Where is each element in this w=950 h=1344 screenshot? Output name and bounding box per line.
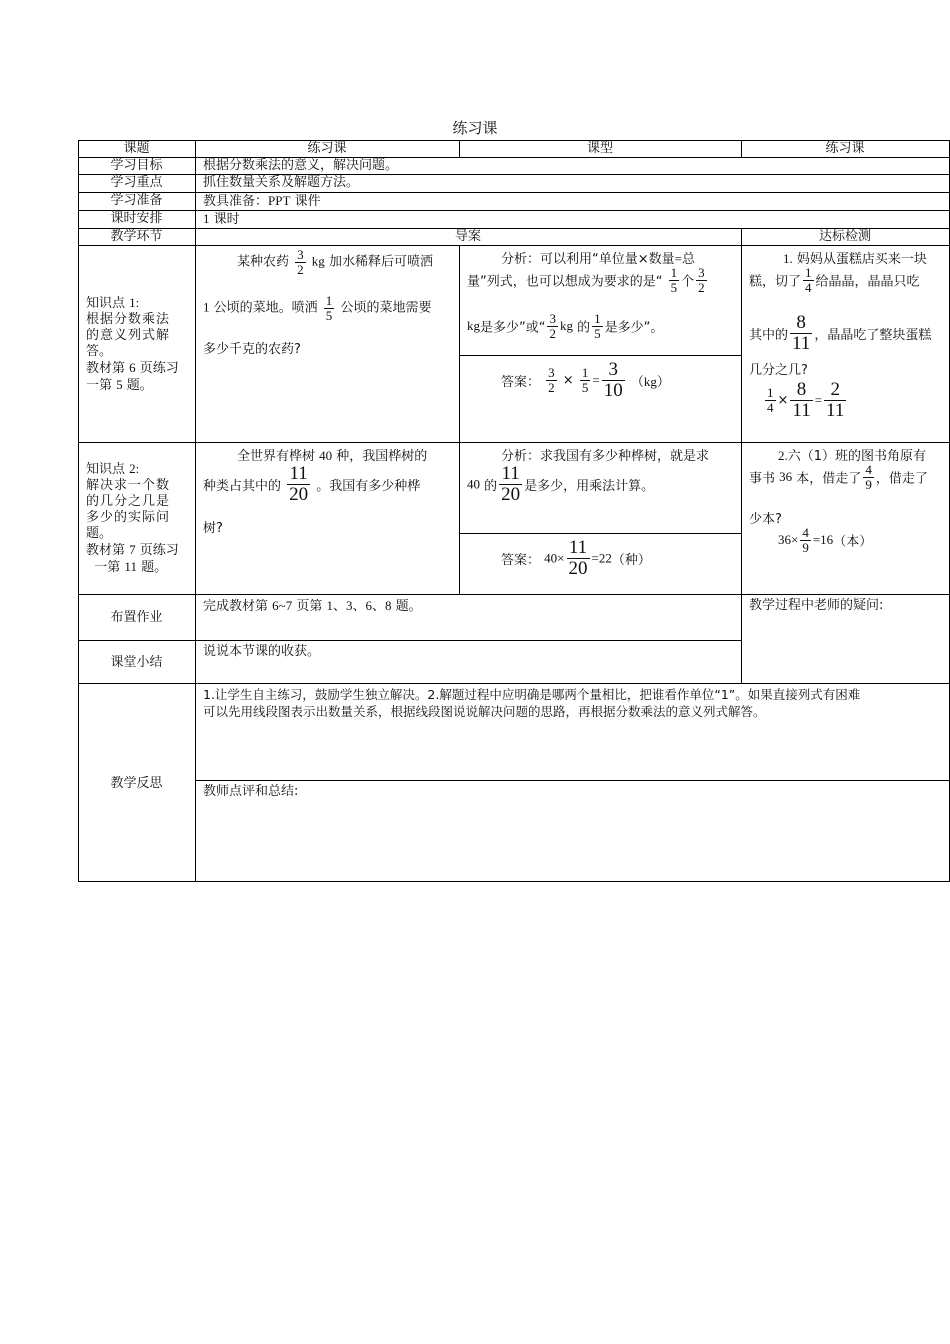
type-value: 练习课	[825, 141, 865, 156]
fraction: $\frac{11}{20}$	[289, 463, 309, 505]
kp2-check-line2: 事书 36 本，借走了 $\frac{4}{9}$ ，借走了	[749, 462, 928, 492]
kp2-check-solution: 36× $\frac{4}{9}$ =16（本）	[778, 525, 873, 555]
fraction: $\frac{1}{5}$	[670, 265, 678, 295]
fraction: $\frac{4}{9}$	[802, 525, 809, 555]
kp2-analysis-line1: 分析：求我国有多少种桦树，就是求	[501, 449, 710, 464]
focus-label: 学习重点	[110, 175, 163, 190]
guide-label: 导案	[454, 229, 481, 244]
check-label: 达标检测	[818, 229, 871, 244]
fraction: $\frac{8}{11}$	[792, 379, 811, 421]
reflection-line2: 可以先用线段图表示出数量关系，根据线段图说说解决问题的思路，再根据分数乘法的意义列式解答。	[203, 704, 766, 719]
kp1-check-line3: 其中的 $\frac{8}{11}$ ，晶晶吃了整块蛋糕	[749, 312, 932, 354]
fraction: $\frac{1}{5}$	[594, 311, 601, 341]
fraction: $\frac{3}{2}$	[698, 265, 705, 295]
fraction: $\frac{4}{9}$	[865, 462, 872, 492]
summary-value: 说说本节课的收获。	[203, 644, 321, 659]
kp1-check-line2: 糕，切了 $\frac{1}{4}$ 给晶晶，晶晶只吃	[749, 265, 920, 295]
fraction: $\frac{1}{5}$	[325, 293, 333, 323]
type-label: 课型	[586, 141, 613, 156]
goal-value: 根据分数乘法的意义，解决问题。	[203, 158, 399, 173]
fraction: $\frac{3}{2}$	[548, 365, 555, 395]
kp2-check-line1: 2.六（1）班的图书角原有	[778, 448, 927, 464]
document-title: 练习课	[452, 119, 498, 137]
kp2-check-line3: 少本?	[749, 512, 782, 527]
fraction: $\frac{11}{20}$	[568, 537, 588, 579]
fraction: $\frac{1}{5}$	[581, 365, 589, 395]
fraction: $\frac{8}{11}$	[792, 312, 811, 354]
homework-label: 布置作业	[110, 610, 163, 625]
kp2-problem-line1: 全世界有桦树 40 种，我国桦树的	[237, 448, 428, 464]
fraction: $\frac{11}{20}$	[501, 463, 521, 505]
focus-value: 抓住数量关系及解题方法。	[203, 175, 360, 190]
kp2-problem-line3: 树?	[203, 521, 223, 536]
reflection-line1: 1.让学生自主练习，鼓励学生独立解决。2.解题过程中应明确是哪两个量相比，把谁看作单位“1”。如果直接列式有困难	[203, 687, 861, 702]
kp1-check-line4: 几分之几?	[749, 363, 808, 378]
teacher-comment-label: 教师点评和总结:	[203, 784, 299, 799]
reflection-label: 教学反思	[110, 776, 163, 791]
topic-value: 练习课	[307, 141, 347, 156]
fraction: $\frac{3}{2}$	[297, 247, 304, 277]
kp1-check-solution: $\frac{1}{4}$ × $\frac{8}{11}$ = $\frac{2}{11}$	[767, 379, 845, 421]
fraction: $\frac{2}{11}$	[826, 379, 845, 421]
homework-value: 完成教材第 6~7 页第 1、3、6、8 题。	[203, 598, 422, 614]
prep-label: 学习准备	[110, 193, 163, 208]
fraction: $\frac{1}{4}$	[805, 265, 812, 295]
fraction: $\frac{3}{10}$	[603, 359, 623, 401]
kp2-problem-line2: 种类占其中的 $\frac{11}{20}$ 。我国有多少种桦	[203, 463, 421, 505]
kp1-analysis-line2: 量”列式，也可以想成为要求的是“ $\frac{1}{5}$ 个 $\frac{3}{2}$	[467, 265, 705, 295]
stage-label: 教学环节	[110, 229, 163, 244]
kp1-analysis-line1: 分析：可以利用“单位量×数量=总	[501, 251, 696, 267]
kp1-problem-line2: 1 公顷的菜地。喷洒 $\frac{1}{5}$ 公顷的菜地需要	[203, 293, 432, 323]
teacher-question-label: 教学过程中老师的疑问:	[749, 598, 884, 613]
summary-label: 课堂小结	[110, 655, 163, 670]
kp2-description: 知识点 2: 解决求一个数 的几分之几是 多少的实际问 题。 教材第 7 页练习 一第 11 题。	[86, 461, 179, 575]
time-value: 1 课时	[203, 211, 240, 227]
kp1-problem-line1: 某种农药 $\frac{3}{2}$ kg 加水稀释后可喷洒	[237, 247, 433, 277]
kp1-check-line1: 1. 妈妈从蛋糕店买来一块	[783, 251, 927, 267]
kp1-analysis-line3: kg是多少”或“ $\frac{3}{2}$ kg 的 $\frac{1}{5}$ 是多少”。	[467, 311, 664, 341]
goal-label: 学习目标	[110, 158, 163, 173]
time-label: 课时安排	[110, 211, 163, 226]
kp2-analysis-line2: 40 的 $\frac{11}{20}$ 是多少，用乘法计算。	[467, 463, 655, 505]
kp1-problem-line3: 多少千克的农药?	[203, 342, 301, 357]
kp1-description: 知识点 1: 根据分数乘法 的意义列式解 答。 教材第 6 页练习 一第 5 题。	[86, 295, 179, 393]
prep-value: 教具准备：PPT 课件	[203, 193, 321, 209]
kp2-answer: 答案： 40× $\frac{11}{20}$ =22（种）	[501, 537, 651, 579]
topic-label: 课题	[123, 141, 150, 156]
fraction: $\frac{1}{4}$	[767, 385, 774, 415]
kp1-answer: 答案： $\frac{3}{2}$ × $\frac{1}{5}$ = $\frac{3}{10}$ （kg）	[501, 359, 670, 401]
fraction: $\frac{3}{2}$	[549, 311, 556, 341]
